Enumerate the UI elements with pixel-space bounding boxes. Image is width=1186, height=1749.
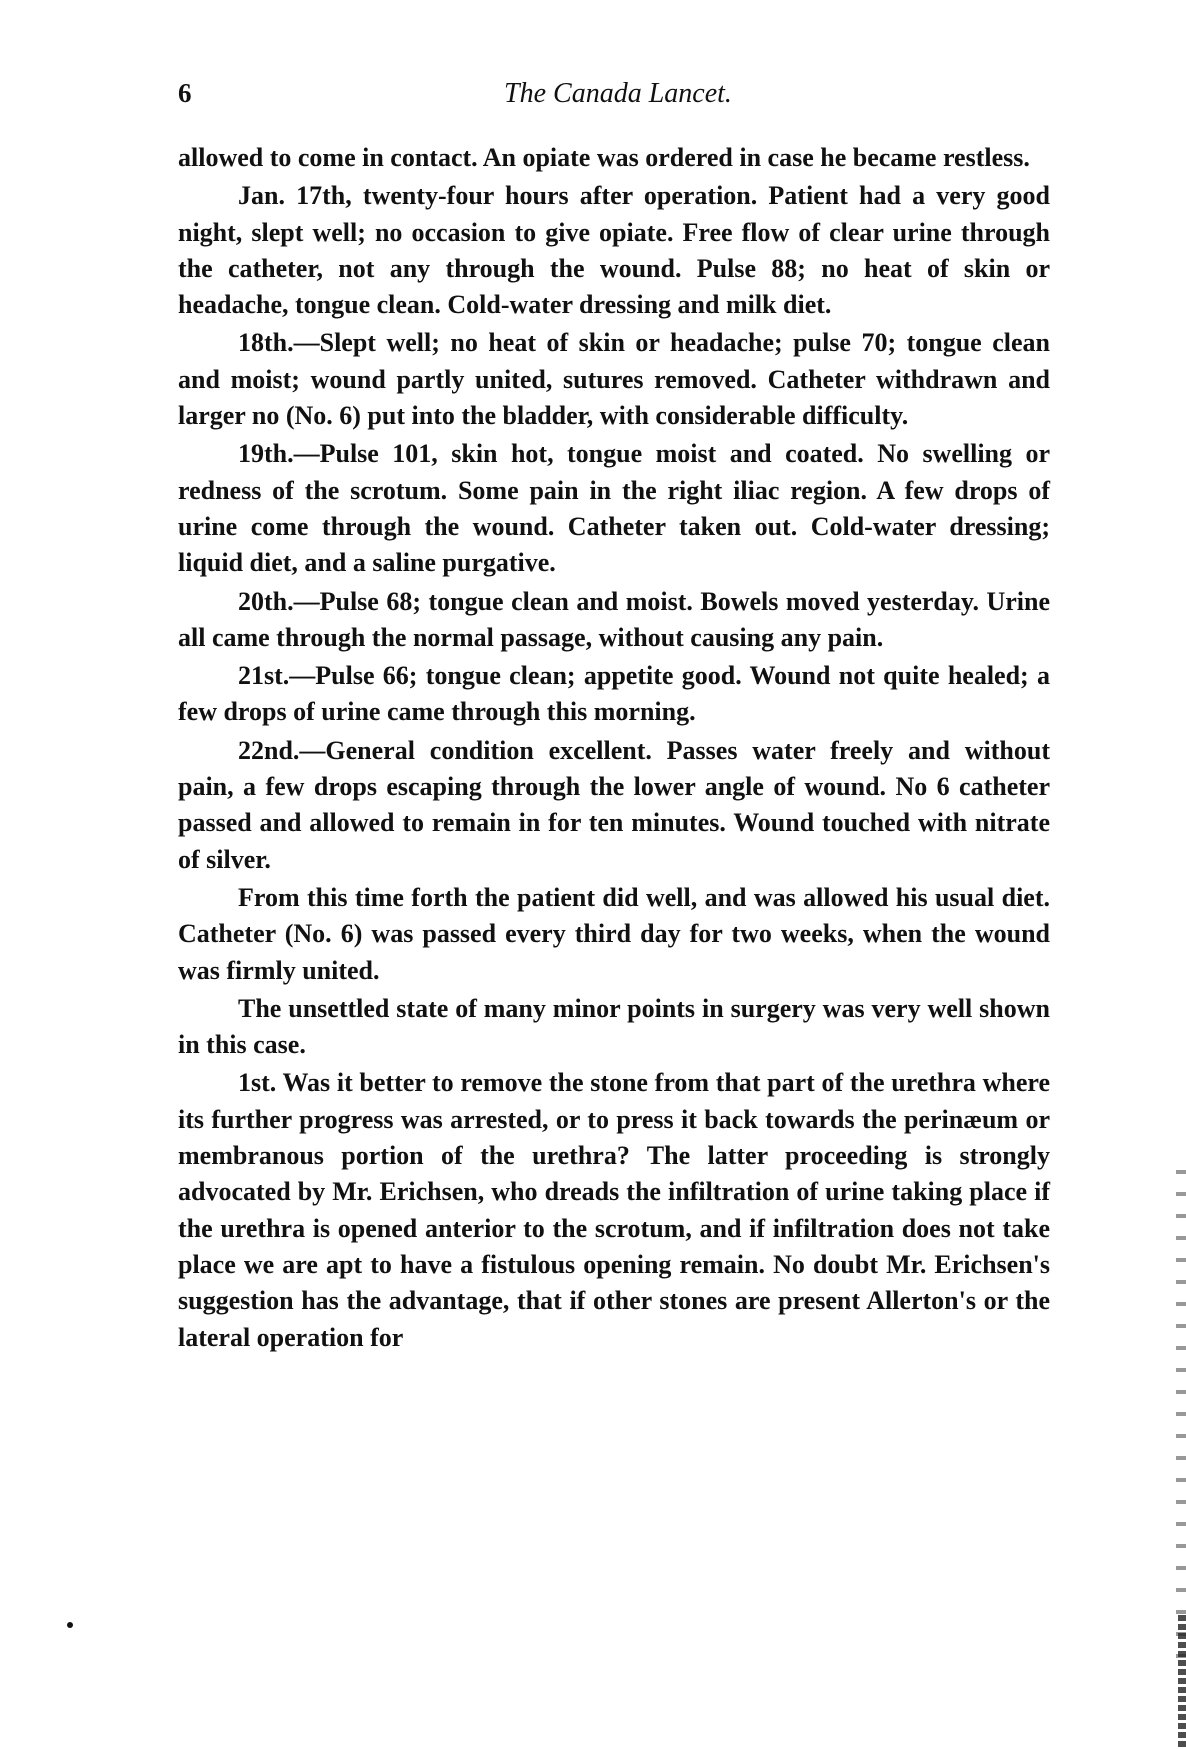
page-number: 6 — [178, 78, 192, 108]
paragraph: 20th.—Pulse 68; tongue clean and moist. Bowels moved yesterday. Urine all came through the normal passage, without causing any pain. — [178, 586, 1050, 652]
paragraph: 22nd.—General condition excellent. Passes water freely and without pain, a few drops escaping through the lower angle of wound. No 6 catheter passed and allowed to remain in for ten minutes. Wound touched with nitrate of silver. — [178, 735, 1050, 874]
paragraph: 19th.—Pulse 101, skin hot, tongue moist and coated. No swelling or redness of the scrotum. Some pain in the right iliac region. A few drops of urine come through the wound. Catheter taken out. Cold-water dressing; liquid diet, and a saline purgative. — [178, 439, 1050, 578]
page-header — [178, 78, 1058, 118]
article-body — [178, 140, 1050, 1358]
running-title: The Canada Lancet. — [504, 78, 732, 109]
ink-speck — [67, 1622, 73, 1628]
scan-edge-shadow — [1178, 1615, 1186, 1749]
paragraph: The unsettled state of many minor points in surgery was very well shown in this case. — [178, 993, 1050, 1060]
paragraph: Jan. 17th, twenty-four hours after operation. Patient had a very good night, slept well; no occasion to give opiate. Free flow of clear urine through the catheter, not any through the wound. Pulse 88; no heat of skin or headache, tongue clean. Cold-water dressing and milk diet. — [178, 181, 1050, 320]
scan-edge-marks — [1176, 1170, 1186, 1670]
paragraph: From this time forth the patient did well, and was allowed his usual diet. Catheter (No. 6) was passed every third day for two weeks, when the wound was firmly united. — [178, 882, 1050, 985]
paragraph: 1st. Was it better to remove the stone from that part of the urethra where its further progress was arrested, or to press it back towards the perinæum or membranous portion of the urethra? The latter proceeding is strongly advocated by Mr. Erichsen, who dreads the infiltration of urine taking place if the urethra is opened anterior to the scrotum, and if infiltration does not take place we are apt to have a fistulous opening remain. No doubt Mr. Erichsen's suggestion has the advantage, that if other stones are present Allerton's or the lateral operation for — [178, 1068, 1050, 1352]
paragraph: 18th.—Slept well; no heat of skin or headache; pulse 70; tongue clean and moist; wound partly united, sutures removed. Catheter withdrawn and larger no (No. 6) put into the bladder, with considerable difficulty. — [178, 328, 1050, 431]
paragraph: allowed to come in contact. An opiate was ordered in case he became restless. — [178, 143, 1030, 172]
paragraph: 21st.—Pulse 66; tongue clean; appetite good. Wound not quite healed; a few drops of urine came through this morning. — [178, 661, 1050, 727]
